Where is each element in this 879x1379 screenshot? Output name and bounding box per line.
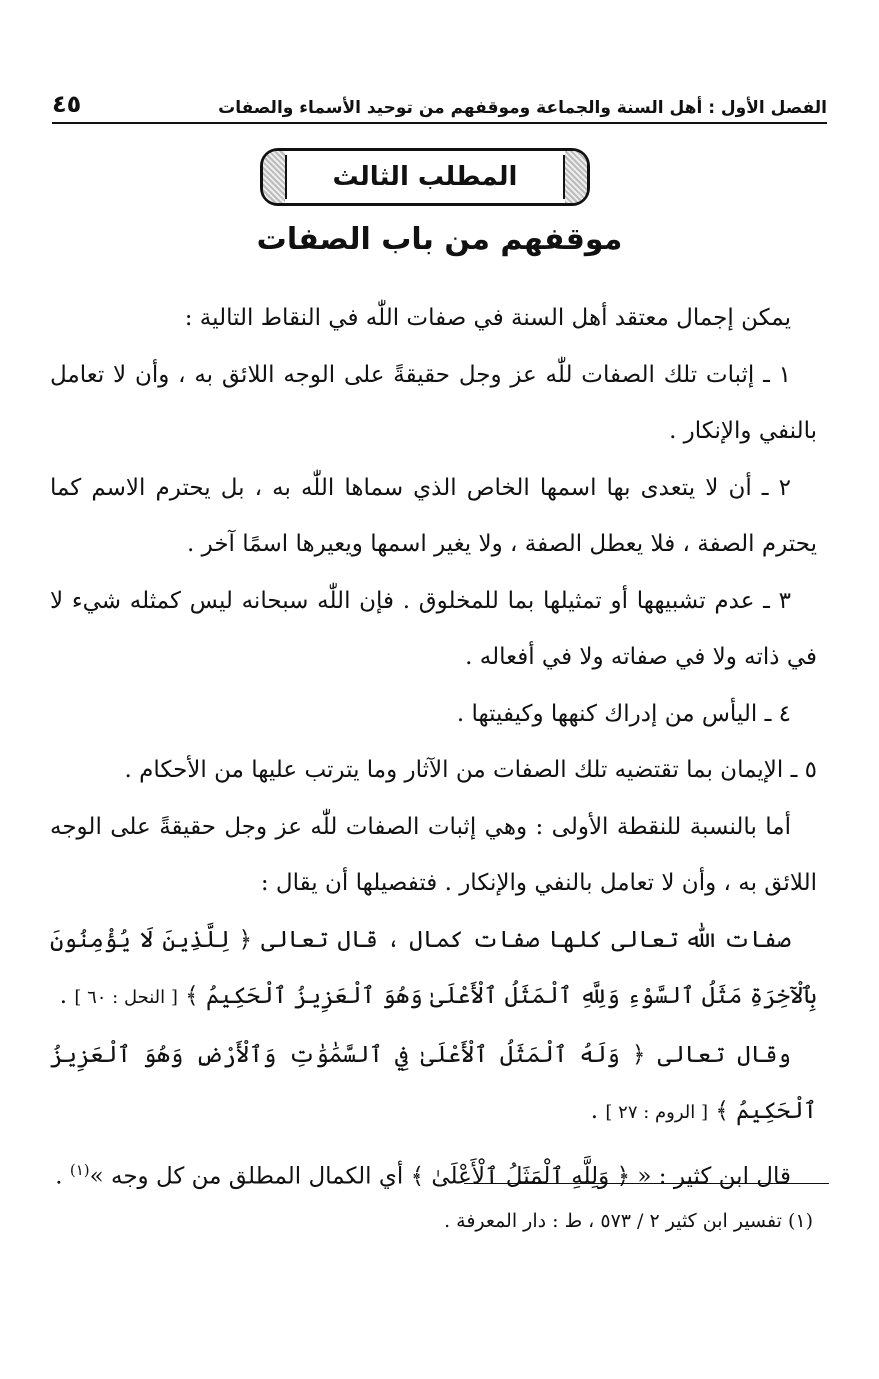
p9-end: . — [55, 1163, 63, 1190]
quran-verse-nahl: ﴿ لِلَّذِينَ لَا يُؤْمِنُونَ بِٱلْآخِرَةِ مَثَلُ ٱلسَّوْءِ وَلِلَّهِ ٱلْمَثَلُ ٱلْأَعْلَىٰ وَهُوَ ٱلْعَزِيزُ ٱلْحَكِيمُ ﴾ — [50, 926, 817, 1009]
page-number: ٤٥ — [52, 90, 82, 118]
paragraph-intro: يمكن إجمال معتقد أهل السنة في صفات اللّٰه في النقاط التالية : — [184, 305, 791, 331]
paragraph-point-5: ٥ ـ الإيمان بما تقتضيه تلك الصفات من الآثار وما يترتب عليها من الأحكام . — [124, 757, 817, 783]
section-label: المطلب الثالث — [285, 155, 565, 199]
box-ornament-right — [565, 151, 587, 203]
body-text — [50, 290, 817, 1205]
header-title: الفصل الأول : أهل السنة والجماعة وموقفهم من توحيد الأسماء والصفات — [218, 98, 827, 118]
p8-end: . — [590, 1098, 599, 1124]
footnote-divider — [464, 1183, 829, 1184]
main-title: موقفهم من باب الصفات — [256, 222, 623, 257]
paragraph-attributes-perfection — [50, 912, 817, 1027]
paragraph-point-3: ٣ ـ عدم تشبيهها أو تمثيلها بما للمخلوق . فإن اللّٰه سبحانه ليس كمثله شيء لا في ذاته ولا في صفاته ولا في أفعاله . — [50, 587, 817, 670]
p9-text: قال ابن كثير : « ﴿ وَلِلَّهِ ٱلْمَثَلُ ٱلْأَعْلَىٰ ﴾ أي الكمال المطلق من كل وجه » — [89, 1163, 791, 1190]
verse-ref-rum: [ الروم : ٢٧ ] — [605, 1102, 709, 1123]
paragraph-point-1: ١ ـ إثبات تلك الصفات للّٰه عز وجل حقيقةً على الوجه اللائق به ، وأن لا تعامل بالنفي والإنكار . — [50, 361, 817, 444]
section-label-box — [260, 148, 590, 206]
box-ornament-left — [263, 151, 285, 203]
quran-verse-rum: ﴿ وَلَهُ ٱلْمَثَلُ ٱلْأَعْلَىٰ فِي ٱلسَّمَٰوَٰتِ وَٱلْأَرْضِ وَهُوَ ٱلْعَزِيزُ ٱلْحَكِيمُ ﴾ — [50, 1041, 817, 1124]
paragraph-point-4: ٤ ـ اليأس من إدراك كنهها وكيفيتها . — [456, 700, 791, 727]
paragraph-ibn-kathir — [50, 1142, 817, 1205]
footnote-marker: (١) — [69, 1160, 90, 1179]
paragraph-rum-verse — [50, 1027, 817, 1142]
p7-end: . — [59, 983, 68, 1009]
footnote: (١) تفسير ابن كثير ٢ / ٥٧٣ ، ط : دار المعرفة . — [444, 1210, 813, 1232]
p7-text: صفات اللّٰه تعالى كلها صفات كمال ، قال تعالى — [261, 926, 791, 953]
verse-ref-nahl: [ النحل : ٦٠ ] — [74, 987, 178, 1008]
p8-text: وقال تعالى — [657, 1041, 791, 1068]
paragraph-point-2: ٢ ـ أن لا يتعدى بها اسمها الخاص الذي سماها اللّٰه به ، بل يحترم الاسم كما يحترم الصفة ، فلا يعطل الصفة ، ولا يغير اسمها ويعيرها اسمًا آخر . — [50, 474, 817, 557]
paragraph-first-point-detail: أما بالنسبة للنقطة الأولى : وهي إثبات الصفات للّٰه عز وجل حقيقةً على الوجه اللائق به ، وأن لا تعامل بالنفي والإنكار . فتفصيلها أن يقال : — [50, 813, 817, 896]
running-header — [52, 80, 827, 124]
